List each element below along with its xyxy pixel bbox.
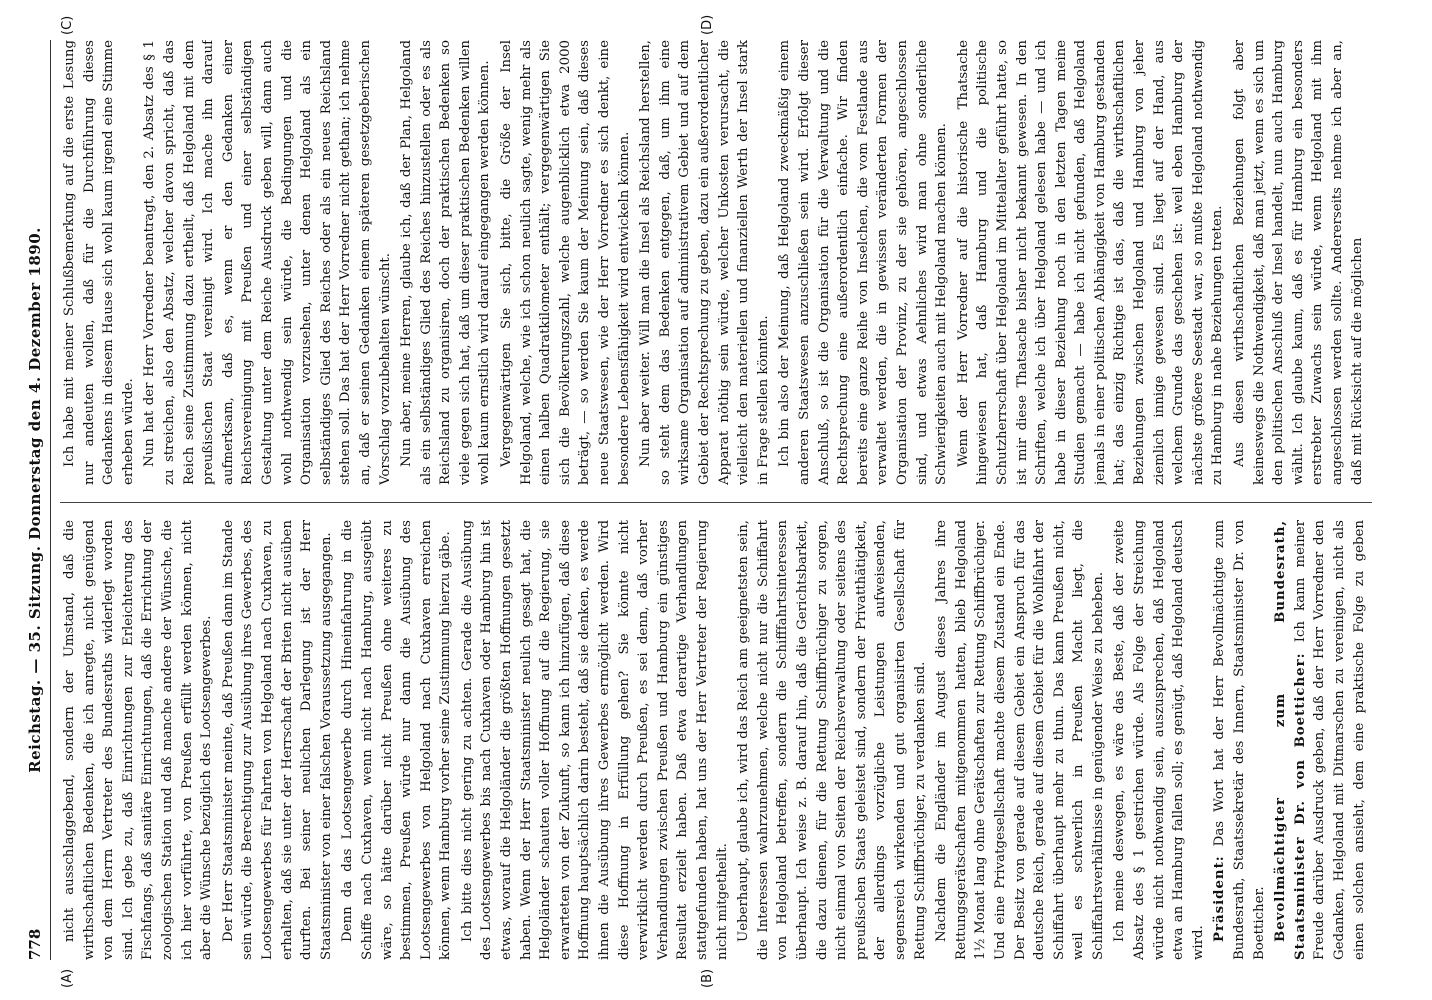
speech-text: Das Wort hat der Herr Bevollmächtigte zum Bundesrath, Staatssekretär des Innern, Staatsminister Dr. von Boetticher. [1212,520,1267,960]
left-column [60,520,1372,960]
paragraph: Ueberhaupt, glaube ich, wird das Reich am geeignetsten sein, die Interessen wahrzunehmen, welche nicht nur die Schiffahrt von Helgoland betreffen, sondern die Schifffahrtsinteressen überhaupt. Ich weise z. B. darauf hin, daß die Gerichtsbarkeit, die dazu dienen, für die Rettung Schiffbrüchiger zu sorgen, nicht einmal von Seiten der Reichsverwaltung oder seitens des preußischen Staats geleistet sind, sondern der Privatthätigkeit, der allerdings vorzügliche Leistungen aufweisenden, segensreich wirkenden und gut organisirten Gesellschaft für Rettung Schiffbrüchiger, zu verdanken sind. [736,520,928,960]
margin-mark-b: (B) [700,968,715,988]
paragraph: Nachdem die Engländer im August dieses Jahres ihre Rettungsgerätschaften mitgenommen hatten, blieb Helgoland 1½ Monat lang ohne Gerätschaften zur Rettung Schiffbrüchiger. Und eine Privatgesellschaft machte diesem Zustand ein Ende. Der Besitz von gerade auf diesem Gebiet ein Anspruch für das deutsche Reich, gerade auf diesem Gebiet für die Wohlfahrt der Schiffahrt überhaupt mehr zu thun. Das kann Preußen nicht, weil es schwerlich in Preußen Macht liegt, die Schiffahrtsverhältnisse in genügender Weise zu beheben. [934,520,1106,960]
paragraph: Der Herr Staatsminister meinte, daß Preußen dann im Stande sein würde, die Berechtigung zur Ausübung ihres Gewerbes, des Lootsengewerbes für Fahrten von Helgoland nach Cuxhaven, zu erhalten, daß sie unter der Herrschaft der Briten nicht ausüben durften. Bei seiner neulichen Darlegung ist der Herr Staatsminister von einer falschen Voraussetzung ausgegangen. [220,520,334,960]
page-header [20,40,51,960]
paragraph: Wenn der Herr Vorredner auf die historische Thatsache hingewiesen hat, daß Hamburg und die politische Schutzherrschaft über Helgoland im Mittelalter geführt hatte, so ist mir diese Thatsache bisher nicht bekannt gewesen. In den Schriften, welche ich über Helgoland gelesen habe — und ich habe in dieser Beziehung noch in den letzten Tagen meine Studien gemacht — habe ich nicht gefunden, daß Helgoland jemals in einer politischen Abhängigkeit von Hamburg gestanden hat; das einzig Richtige ist das, daß die wirthschaftlichen Beziehungen zwischen Helgoland und Hamburg von jeher ziemlich innige gewesen sind. Es liegt auf der Hand, aus welchem Grunde das geschehen ist: weil eben Hamburg der nächste größere Seestadt war, so mußte Helgoland nothwendig zu Hamburg in nahe Beziehungen treten. [955,40,1226,485]
speech-text: Ich kann meiner Freude darüber Ausdruck geben, daß der Herr Vorredner den Gedanken, Helgoland mit Ditmarschen zu vereinigen, nicht als einen solchen ansieht, dem eine praktische Folge zu geben [1292,520,1367,960]
margin-mark-a: (A) [60,968,75,988]
paragraph: nicht ausschlaggebend, sondern der Umstand, daß die wirthschaftlichen Bedenken, die ich anregte, nicht genügend von dem Herrn Vertreter des Bundesraths widerlegt worden sind. Ich gebe zu, daß Einrichtungen zur Erleichterung des Fischfangs, daß sanitäre Einrichtungen, daß die Errichtung der zoologischen Station und daß manche andere der Wünsche, die ich hier vorführte, von Preußen erfüllt werden können, nicht aber die Wünsche bezüglich des Lootsengewerbes. [62,520,215,960]
page-number: 778 [26,928,44,960]
margin-mark-c: (C) [60,15,75,35]
paragraph: Ich habe mit meiner Schlußbemerkung auf die erste Lesung nur andeuten wollen, daß für die Durchführung dieses Gedankens in diesem Hause sich wohl kaum irgend eine Stimme erheben würde. [62,40,136,485]
speaker-name: Bevollmächtigter zum Bundesrath, Staatsminister Dr. von Boetticher: [1273,520,1308,960]
paragraph: Vergegenwärtigen Sie sich, bitte, die Größe der Insel Helgoland, welche, wie ich schon neulich sagte, wenig mehr als einen halben Quadratkilometer enthält; vergegenwärtigen Sie sich die Bevölkerungszahl, welche augenblicklich etwa 2000 beträgt, — so werden Sie kaum der Meinung sein, daß dieses neue Staatswesen, wie der Herr Vorredner es sich denkt, eine besondere Lebensfähigkeit wird entwickeln können. [499,40,632,485]
page-title: Reichstag. — 35. Sitzung. Donnerstag den 4. Dezember 1890. [26,227,44,773]
column-divider [60,502,1372,503]
paragraph: Nun hat der Herr Vorredner beantragt, den 2. Absatz des § 1 zu streichen, also den Absatz, welcher davon spricht, daß das Reich seine Zustimmung dazu ertheilt, daß Helgoland mit dem preußischen Staat vereinigt wird. Ich mache ihn darauf aufmerksam, daß es, wenn er den Gedanken einer Reichsvereinigung mit Preußen und einer selbständigen Gestaltung unter dem Reiche Ausdruck geben will, dann auch wohl nothwendig sein würde, die Bedingungen und die Organisation vorzusehen, unter denen Helgoland als ein selbständiges Glied des Reiches oder als ein neues Reichsland stehen soll. Das hat der Herr Vorredner nicht gethan; ich nehme an, daß er seinen Gedanken einem späteren gesetzgeberischen Vorschlag vorzubehalten wünscht. [142,40,393,485]
paragraph: Nun aber, meine Herren, glaube ich, daß der Plan, Helgoland als ein selbständiges Glied des Reiches hinzustellen oder es als Reichsland zu organisiren, doch der praktischen Bedenken so viele gegen sich hat, daß um dieser praktischen Bedenken willen wohl kaum ernstlich wird darauf eingegangen werden können. [399,40,493,485]
paragraph: Denn da das Lootsengewerbe durch Hineinfahrung in die Schiffe nach Cuxhaven, wenn nicht nach Hamburg, ausgeübt wäre, so hätte darüber nicht Preußen ohne weiteres zu bestimmen, Preußen würde nur dann die Ausübung des Lootsengewerbes von Helgoland nach Cuxhaven erreichen können, wenn Hamburg vorher seine Zustimmung hierzu gäbe. [340,520,454,960]
paragraph: Ich bin also der Meinung, daß Helgoland zweckmäßig einem anderen Staatswesen anzuschließen sein wird. Erfolgt dieser Anschluß, so ist die Organisation für die Verwaltung und die Rechtsprechung eine außerordentlich einfache. Wir finden bereits eine ganze Reihe von Inselchen, die vom Festlande aus verwaltet werden, die in gewissen veränderten Formen der Organisation der Provinz, zu der sie gehören, angeschlossen sind, und etwas Aehnliches wird man ohne sonderliche Schwierigkeiten auch mit Helgoland machen können. [777,40,950,485]
speech-paragraph [1210,520,1269,960]
paragraph: Nun aber weiter. Will man die Insel als Reichsland herstellen, so steht dem das Bedenken entgegen, daß, um ihm eine wirksame Organisation auf administrativem Gebiet und auf dem Gebiet der Rechtsprechung zu geben, dazu ein außerordentlicher Apparat nöthig sein würde, welcher Unkosten verursacht, die vielleicht den materiellen und finanziellen Werth der Insel stark in Frage stellen könnten. [638,40,771,485]
margin-mark-d: (D) [700,14,715,35]
paragraph: Aus diesen wirthschaftlichen Beziehungen folgt aber keineswegs die Nothwendigkeit, daß man jetzt, wenn es sich um den politischen Anschluß der Insel handelt, nun auch Hamburg wählt. Ich glaube kaum, daß es für Hamburg ein besonders erstrebter Zuwachs sein würde, wenn Helgoland mit ihm angeschlossen werden sollte. Andererseits nehme ich aber an, daß mit Rücksicht auf die möglichen [1232,40,1365,485]
right-column [60,40,1372,485]
paragraph: Ich meine deswegen, es wäre das Beste, daß der zweite Absatz des § 1 gestrichen würde. Als Folge der Streichung würde nicht nothwendig sein, auszusprechen, daß Helgoland etwa an Hamburg fallen soll; es genügt, daß Helgoland deutsch wird. [1112,520,1206,960]
speech-paragraph [1271,520,1372,960]
digitization-footer [1408,20,1424,980]
speaker-name: Präsident: [1212,855,1228,942]
paragraph: Ich bitte dies nicht gering zu achten. Gerade die Ausübung des Lootsengewerbes bis nach Cuxhaven oder Hamburg hin ist etwas, worauf die Helgoländer die größten Hoffnungen gesetzt haben. Wenn der Herr Staatsminister neulich gesagt hat, die Helgoländer schauten voller Hoffnung auf die Regierung, sie erwarteten von der Zukunft, so kann ich hinzufügen, daß diese Hoffnung hauptsächlich darin besteht, daß sie denken, es werde ihnen die Ausübung ihres Gewerbes ermöglicht werden. Wird diese Hoffnung in Erfüllung gehen? Sie könnte nicht verwirklicht werden durch Preußen, es sei denn, daß vorher Verhandlungen zwischen Preußen und Hamburg ein günstiges Resultat erzielt haben. Daß etwa derartige Verhandlungen stattgefunden haben, hat uns der Herr Vertreter der Regierung nicht mitgetheilt. [459,520,730,960]
